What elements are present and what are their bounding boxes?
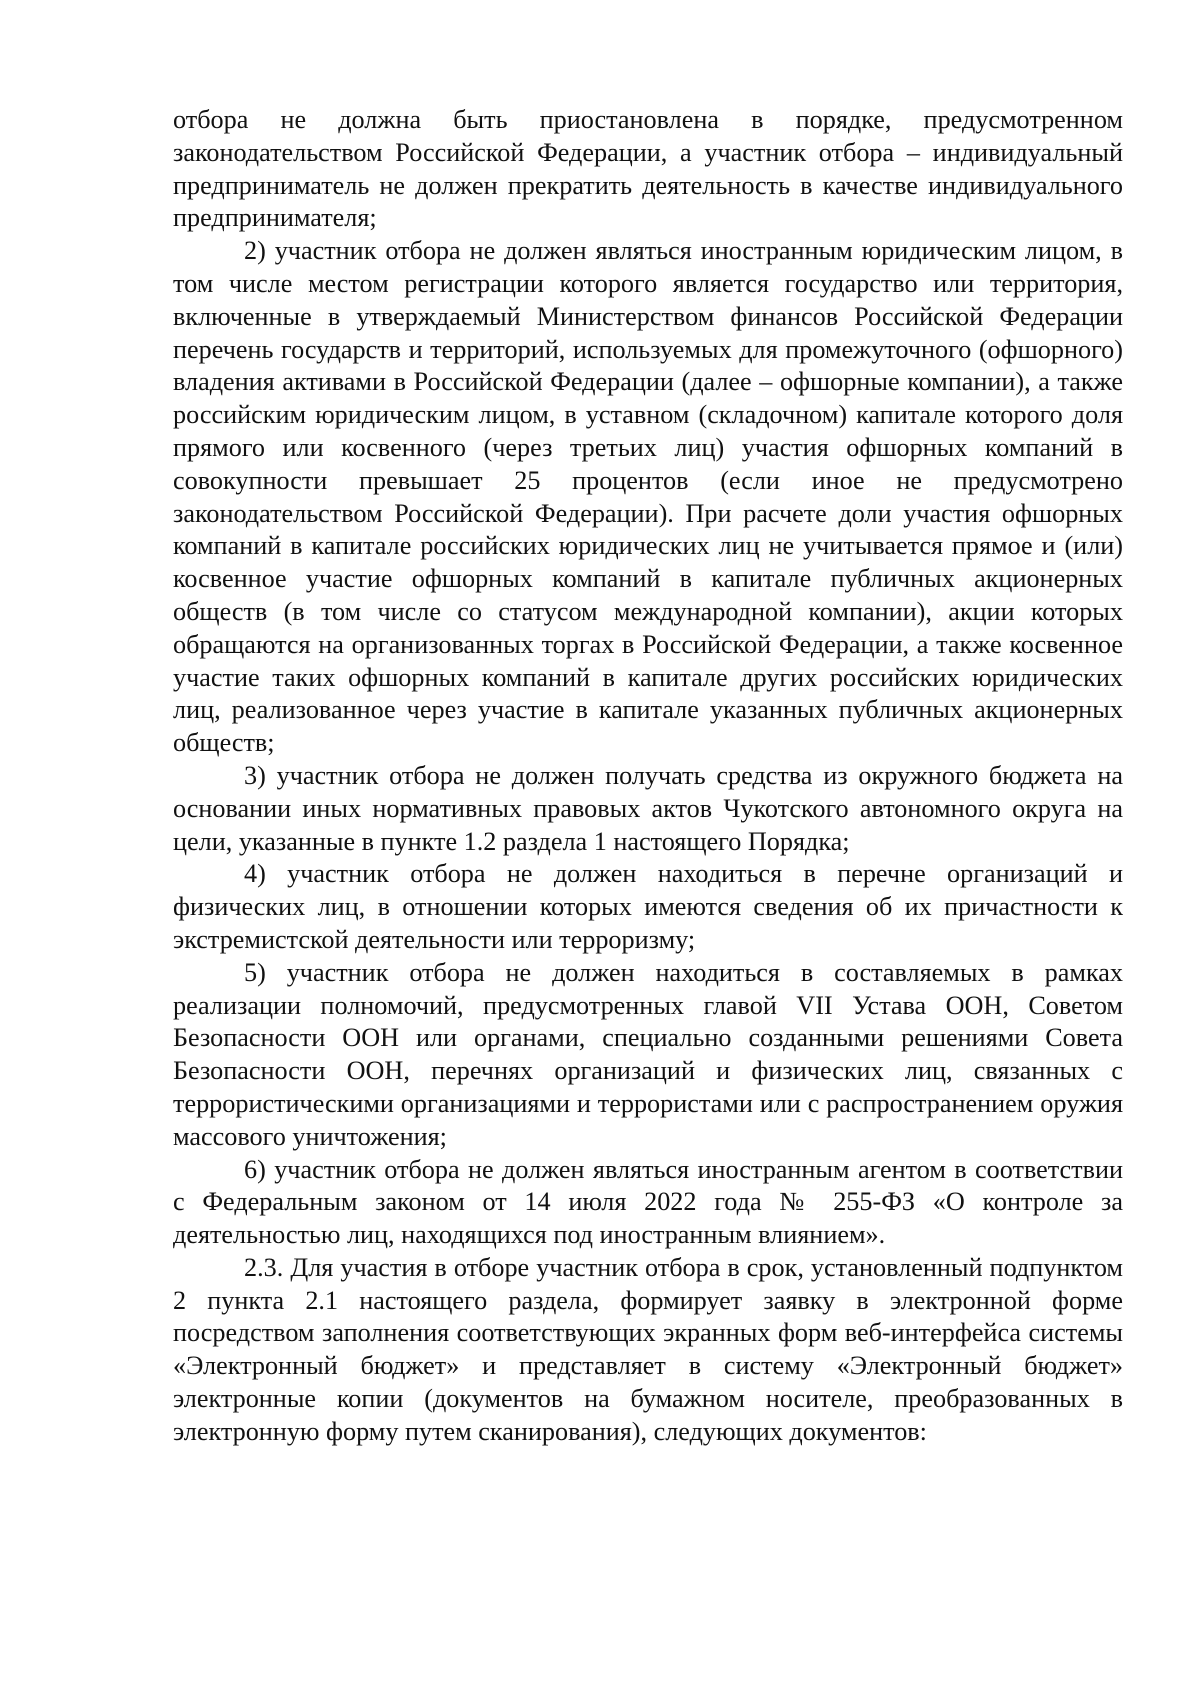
paragraph-continuation: отбора не должна быть приостановлена в порядке, предусмотренном законодательством Российской Федерации, а участник отбора – индивидуальный предприниматель не должен прекратить деятельность в качестве индивидуального предпринимателя; — [173, 105, 1123, 233]
paragraph-item-5: 5) участник отбора не должен находиться в составляемых в рамках реализации полномочий, предусмотренных главой VII Устава ООН, Советом Безопасности ООН или органами, специально созданными решениями Совета Безопасности ООН, перечнях организаций и физических лиц, связанных с террористическими организациями и террористами или с распространением оружия массового уничтожения; — [173, 957, 1123, 1151]
paragraph-section-2-3: 2.3. Для участия в отборе участник отбора в срок, установленный подпунктом 2 пункта 2.1 настоящего раздела, формирует заявку в электронной форме посредством заполнения соответствующих экранных форм веб-интерфейса системы «Электронный бюджет» и представляет в систему «Электронный бюджет» электронные копии (документов на бумажном носителе, преобразованных в электронную форму путем сканирования), следующих документов: — [173, 1252, 1123, 1446]
document-page — [173, 104, 1123, 1449]
paragraph-item-3: 3) участник отбора не должен получать средства из окружного бюджета на основании иных нормативных правовых актов Чукотского автономного округа на цели, указанные в пункте 1.2 раздела 1 настоящего Порядка; — [173, 760, 1123, 856]
paragraph-item-2: 2) участник отбора не должен являться иностранным юридическим лицом, в том числе местом регистрации которого является государство или территория, включенные в утверждаемый Министерством финансов Российской Федерации перечень государств и территорий, используемых для промежуточного (офшорного) владения активами в Российской Федерации (далее – офшорные компании), а также российским юридическим лицом, в уставном (складочном) капитале которого доля прямого или косвенного (через третьих лиц) участия офшорных компаний в совокупности превышает 25 процентов (если иное не предусмотрено законодательством Российской Федерации). При расчете доли участия офшорных компаний в капитале российских юридических лиц не учитывается прямое и (или) косвенное участие офшорных компаний в капитале публичных акционерных обществ (в том числе со статусом международной компании), акции которых обращаются на организованных торгах в Российской Федерации, а также косвенное участие таких офшорных компаний в капитале других российских юридических лиц, реализованное через участие в капитале указанных публичных акционерных обществ; — [173, 236, 1123, 758]
paragraph-item-4: 4) участник отбора не должен находиться в перечне организаций и физических лиц, в отношении которых имеются сведения об их причастности к экстремистской деятельности или терроризму; — [173, 859, 1123, 954]
paragraph-item-6: 6) участник отбора не должен являться иностранным агентом в соответствии с Федеральным законом от 14 июля 2022 года № 255-ФЗ «О контроле за деятельностью лиц, находящихся под иностранным влиянием». — [173, 1154, 1123, 1250]
